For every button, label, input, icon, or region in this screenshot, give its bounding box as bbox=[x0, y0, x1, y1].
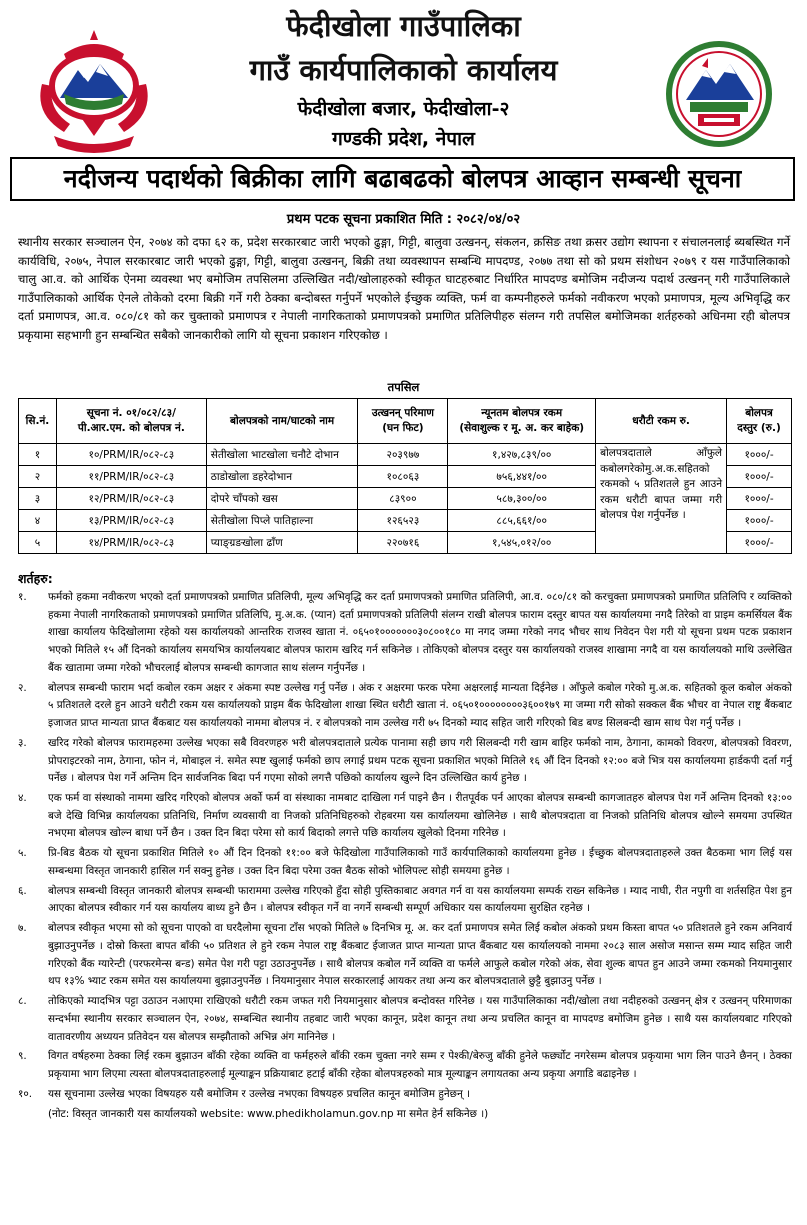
list-item: १०. यस सूचनामा उल्लेख भएका विषयहरु यसै बमोजिम र उल्लेख नभएका विषयहरु प्रचलित कानून बमोजिम हुनेछन् । bbox=[18, 1087, 470, 1100]
deposit-note: बोलपत्रदाताले आँफुले कबोलगरेकोमु.अ.क.सहितको रकमको ५ प्रतिशतले हुन आउने रकम धरौटी बापत जम्मा गरी बोलपत्र पेश गर्नुपर्नेछ । bbox=[596, 444, 727, 554]
list-item: ३. खरिद गरेको बोलपत्र फारामहरुमा उल्लेख भएका सबै विवरणहरु भरी बोलपत्रदाताले प्रत्येक पानामा सही छाप गरी सिलबन्दी गरी खाम बाहिर फर्मको नाम, ठेगाना, कामको विवरण, बोलपत्रको विवरण, प्रोपराइटरको नाम, ठेगाना, फोन नं, मोबाइल नं. समेत स्पष्ट खुलाई फर्मको छाप लगाई प्रथम पटक सूचना प्रकाशित भएको मितिले १६ औं दिन दिनको १२:०० बजे भित्र यस कार्यालयमा हार्डकपी दर्ता गर्नु पर्नेछ । बोलपत्र पेश गर्ने अन्तिम दिन सार्वजनिक बिदा पर्न गएमा सोको लगत्तै पछिको कार्यालय खुल्ने दिन उल्लिखित कार्य हुनेछ । bbox=[18, 736, 792, 785]
col-deposit: धरौटी रकम रु. bbox=[596, 399, 727, 444]
table-row: ५ १४/PRM/IR/०८२-८३ प्याङ्ग्रङखोला ढाँण २२०७१६ १,५४५,०१२/०० १०००/- bbox=[19, 532, 792, 554]
table-header-row bbox=[19, 399, 792, 444]
municipality-name: फेदीखोला गाउँपालिका bbox=[286, 9, 521, 43]
office-name: गाउँ कार्यपालिकाको कार्यालय bbox=[249, 53, 558, 87]
intro-paragraph: स्थानीय सरकार सञ्चालन ऐन, २०७४ को दफा ६२ क, प्रदेश सरकारबाट जारी भएको ढुङ्गा, गिट्टी, बालुवा उत्खनन्, संकलन, क्रसिङ तथा क्रसर उद्योग स्थापना र संचालनलाई ब्यबस्थित गर्ने कार्यविधि, २०७५, नेपाल सरकारबाट जारी भएको ढुङ्गा, गिट्टी, बालुवा उत्खनन्, बिक्री तथा व्यवस्थापन सम्बन्धि मापदण्ड, २०७७ तथा सो को प्रथम संशोधन २०७९ र यस गाउँपालिकाको चालु आ.व. को आर्थिक ऐनमा व्यवस्था भए बमोजिम तपसिलमा उल्लिखित नदी/खोलाहरुको स्वीकृत घाटहरुबाट निर्धारित मापदण्ड बमोजिम नदीजन्य पदार्थ उत्खनन् गरी गाउँपालिकाले गाउँपालिकाको आर्थिक ऐनले तोकेको दरमा बिक्री गर्ने गरी ठेक्का बन्दोबस्त गर्नुपर्ने भएकोले ईच्छुक व्यक्ति, फर्म वा कम्पनीहरुले फर्मको नवीकरण भएको प्रमाणपत्र, मूल्य अभिवृद्धि कर दर्ता प्रमाणपत्र, आ.व. ०८०/८१ को कर चुक्ताको प्रमाणपत्र र नेपाली नागरिकताको प्रमाणपत्रको प्रमाणित प्रतिलिपीहरु संलग्न गरी तपसिल बमोजिमका शर्तहरुको अधिनमा रही बोलपत्र प्रकृयामा सहभागी हुन सम्बन्धित सबैको जानकारीको लागि यो सूचना प्रकाशन गरिएकोछ । bbox=[18, 235, 790, 342]
list-item: १. फर्मको हकमा नवीकरण भएको दर्ता प्रमाणपत्रको प्रमाणित प्रतिलिपी, मूल्य अभिवृद्धि कर दर्ता प्रमाणपत्रको प्रमाणित प्रतिलिपी, आ.व. ०८०/८१ को करचुक्ता प्रमाणपत्रको प्रमाणित प्रतिलिपि र व्यक्तिको हकमा नेपाली नागरिकताको प्रमाणपत्रको प्रमाणित प्रतिलिपि, मु.अ.क. (प्यान) दर्ता प्रमाणपत्रको प्रतिलिपी संलग्न राखी बोलपत्र फाराम दस्तुर बापत यस कार्यालयमा नगदै तिरेको वा प्राइम कमर्सियल बैंक शाखा कार्यालय फेदिखोलामा रहेको यस कार्यालयको आन्तरिक राजस्व खाता नं. ०६५०१०००००००३०८००१८० मा नगद जम्मा गरेको नगद भौचर साथ निवेदन पेश गरी यो सूचना प्रथम पटक प्रकाशन भएको मितिले १५ औं दिनको कार्यालय समयभित्र कार्यालयबाट बोलपत्र फाराम खरिद गर्न सकिनेछ । तोकिएको बोलपत्र दस्तुर यस कार्यालयको राजस्व शाखामा नगदै वा यस कार्यालयको माथि उल्लेखित बैंक खातामा जम्मा गरेको भौचरलाई बोलपत्र सम्बन्धी कागजात साथ संलग्न गर्नुपर्नेछ । bbox=[18, 591, 792, 674]
col-min-amount: न्यूनतम बोलपत्र रकम (सेवाशुल्क र मू. अ. कर बाहेक) bbox=[448, 399, 596, 444]
col-notice-no: सूचना नं. ०१/०८२/८३/ पी.आर.एम. को बोलपत्र नं. bbox=[56, 399, 206, 444]
list-item: २. बोलपत्र सम्बन्धी फाराम भर्दा कबोल रकम अक्षर र अंकमा स्पष्ट उल्लेख गर्नु पर्नेछ । अंक र अक्षरमा फरक परेमा अक्षरलाई मान्यता दिईनेछ । आँफुले कबोल गरेको मु.अ.क. सहितको कूल कबोल अंकको ५ प्रतिशतले दरले हुन आउने धरौटी रकम यस कार्यालयको प्राइम बैंक फेदिखोला शाखा स्थित धरौटी खाता नं. ०६५०१००००००००३६००१७९ मा जम्मा गरी सोको सक्कल बैंक भौचर वा नेपाल राष्ट्र बैंकबाट इजाजत प्राप्त मान्यता प्राप्त बैंकबाट यस कार्यालयको नाममा बोलपत्र नं. र बोलपत्रको नाम उल्लेख गरी ७५ दिनको म्याद सहित जारी गरिएको बिड बण्ड सिलबन्दी खाम साथ पेश गर्नु पर्नेछ । bbox=[18, 681, 792, 730]
conditions-heading: शर्तहरु: bbox=[18, 571, 53, 586]
col-ghat-name: बोलपत्रको नाम/घाटको नाम bbox=[206, 399, 358, 444]
office-address: फेदीखोला बजार, फेदीखोला-२ bbox=[297, 98, 510, 120]
list-item: ५. प्रि-बिड बैठक यो सूचना प्रकाशित मितिले १० औं दिन दिनको ११:०० बजे फेदिखोला गाउँपालिकाको गाउँ कार्यपालिकाको कार्यालयमा हुनेछ । ईच्छुक बोलपत्रदाताहरुले उक्त बैठकमा भाग लिई यस सम्बन्धमा विस्तृत जानकारी हासिल गर्न सक्नु हुनेछ । उक्त दिन बिदा परेमा उक्त बैठक सोको भोलिपल्ट सोही समयमा हुनेछ । bbox=[18, 847, 792, 877]
table-row: ३ १२/PRM/IR/०८२-८३ दोपरे चाँपको खस ८३९०० ५८७,३००/०० १०००/- bbox=[19, 488, 792, 510]
list-item: ८. तोकिएको म्यादभित्र पट्टा उठाउन नआएमा राखिएको धरौटी रकम जफत गरी नियमानुसार बोलपत्र बन्दोवस्त गरिनेछ । यस गाउँपालिकाका नदी/खोला तथा नदीहरुको उत्खनन् क्षेत्र र उत्खनन् परिमाणका सन्दर्भमा स्थानीय सरकार सञ्चालन ऐन, २०७४, सम्बन्धित स्थानीय तहबाट जारी भएका कानून, प्रदेश कानून तथा अन्य प्रचलित कानून वा मापदण्ड बमोजिम हुनेछ । साथै यस कार्यालयबाट गरिएको वातावरणीय अध्ययन प्रतिवेदन यस बोलपत्र सम्झौताको अभिन्न अंग मानिनेछ । bbox=[18, 995, 792, 1043]
conditions-list bbox=[18, 589, 792, 1125]
list-item: ४. एक फर्म वा संस्थाको नाममा खरिद गरिएको बोलपत्र अर्को फर्म वा संस्थाका नामबाट दाखिला गर्न पाइने छैन । रीतपूर्वक पर्न आएका बोलपत्र सम्बन्धी कागजातहरु बोलपत्र पेश गर्ने अन्तिम दिनको १३:०० बजे देखि विभिन्न कार्यालयका प्रतिनिधि, निर्माण व्यवसायी वा निजको प्रतिनिधिहरुको रोहबरमा यस कार्यालयमा खोलिनेछ । साथै बोलपत्रदाता वा निजको प्रतिनिधि बोलपत्र खोल्ने समयमा उपस्थित नभएमा बोलपत्र खोल्न बाधा पर्ने छैन । उक्त दिन बिदा परेमा सो कार्य बिदाको लगत्ते पछि कार्यालय खुलेको दिनमा गरिनेछ । bbox=[18, 792, 792, 840]
table-row: १ १०/PRM/IR/०८२-८३ सेतीखोला भाटखोला चनौटे दोभान २०३९७७ १,४२७,८३९/०० बोलपत्रदाताले आँफुले कबोलगरेकोमु.अ.क.सहितको रकमको ५ प्रतिशतले हुन आउने रकम धरौटी बापत जम्मा गरी बोलपत्र पेश गर्नुपर्नेछ । १०००/- bbox=[19, 444, 792, 466]
notice-title: नदीजन्य पदार्थको बिक्रीका लागि बढाबढको बोलपत्र आव्हान सम्बन्धी सूचना bbox=[10, 157, 795, 201]
letterhead bbox=[0, 0, 807, 155]
publish-date: प्रथम पटक सूचना प्रकाशित मिति : २०८२/०४/०२ bbox=[286, 212, 521, 227]
table-row: २ ११/PRM/IR/०८२-८३ ठाडोखोला डहरेदोभान १०८०६३ ७५६,४४१/०० १०००/- bbox=[19, 466, 792, 488]
nepal-government-emblem-icon bbox=[24, 24, 164, 154]
bid-table bbox=[18, 398, 792, 554]
website-note: (नोट: विस्तृत जानकारी यस कार्यालयको website: www.phedikholamun.gov.np मा समेत हेर्न सकिनेछ ।) bbox=[48, 1107, 489, 1120]
province-country: गण्डकी प्रदेश, नेपाल bbox=[332, 128, 475, 150]
list-item: ९. विगत वर्षहरुमा ठेक्का लिई रकम बुझाउन बाँकी रहेका व्यक्ति वा फर्महरुले बाँकी रकम चुक्ता नगरे सम्म र पेश्की/बेरुजु बाँकी हुनेले फर्छ्योट नगरेसम्म बोलपत्र प्रकृयामा भाग लिन पाउने छैनन् । ठेक्का प्रकृयामा भाग लिएमा त्यस्ता बोलपत्रदाताहरुलाई मूल्याङ्कन प्रक्रियाबाट हटाई बाँकी रहेका बोलपत्रहरुको मात्र मूल्याङ्कन लगायतका अन्य प्रकृया अगाडि बढाइनेछ । bbox=[18, 1050, 792, 1081]
list-item: ७. बोलपत्र स्वीकृत भएमा सो को सूचना पाएको वा घरदैलोमा सूचना टाँस भएको मितिले ७ दिनभित्र मू. अ. कर दर्ता प्रमाणपत्र समेत लिई कबोल अंकको प्रथम किस्ता बापत ५० प्रतिशतले हुने रकम अनिवार्य बुझाउनुपर्नेछ । दोस्रो किस्ता बापत बाँकी ५० प्रतिशत ले हुने रकम नेपाल राष्ट्र बैंकबाट ईजाजत प्राप्त मान्यता प्राप्त बैंकबाट यस कार्यालयको नाममा २०८३ साल असोज मसान्त सम्म म्याद सहित जारी गरिएको बैंक ग्यारेन्टी (परफरमेन्स बन्ड) समेत पेश गरी पट्टा उठाउनुपर्नेछ । साथै बोलपत्र कबोल गर्ने व्यक्ति वा फर्मले आफुले कबोल गरेको अंक, सेवा शुल्क बापत हुन आउने जम्मा रकमको नियमानुसार थप १३% भ्याट रकम समेत यस कार्यालयमा बुझाउनुपर्नेछ । नियमानुसार नेपाल सरकारलाई आयकर तथा अन्य कर बोलपत्रदाताले छुट्टै बुझाउनु पर्नेछ । bbox=[18, 922, 792, 988]
list-item: ६. बोलपत्र सम्बन्धी विस्तृत जानकारी बोलपत्र सम्बन्धी फाराममा उल्लेख गरिएको हुँदा सोही पुस्तिकाबाट अवगत गर्न वा यस कार्यालयमा सम्पर्क राख्न सकिनेछ । म्याद नाघी, रीत नपुगी वा शर्तसहित पेश हुन आएका बोलपत्र स्वीकार गर्न यस कार्यालय बाध्य हुने छैन । बोलपत्र स्वीकृत गर्ने वा नगर्ने सम्बन्धी सम्पूर्ण अधिकार यस कार्यालयमा सुरक्षित रहनेछ । bbox=[18, 884, 792, 915]
col-fee: बोलपत्र दस्तुर (रु.) bbox=[727, 399, 792, 444]
col-sn: सि.नं. bbox=[19, 399, 57, 444]
municipality-logo-icon bbox=[664, 40, 774, 148]
table-title: तपसिल bbox=[387, 380, 420, 394]
table-row: ४ १३/PRM/IR/०८२-८३ सेतीखोला पिप्ले पातिहाल्ना १२६५२३ ८८५,६६१/०० १०००/- bbox=[19, 510, 792, 532]
col-quantity: उत्खनन् परिमाण (घन फिट) bbox=[358, 399, 448, 444]
